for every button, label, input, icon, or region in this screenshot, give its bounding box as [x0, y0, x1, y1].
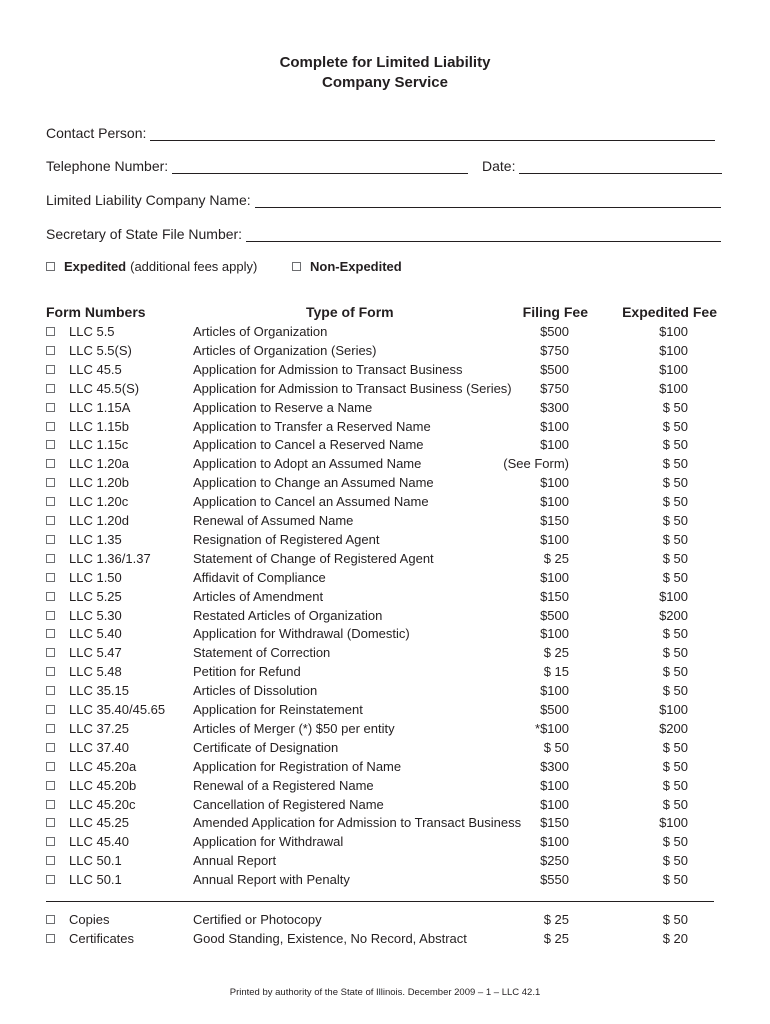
row-checkbox[interactable] [46, 384, 55, 393]
expedited-fee: $ 20 [662, 931, 688, 946]
form-number: LLC 35.15 [69, 683, 129, 699]
expedited-fee: $ 50 [662, 626, 688, 642]
form-number: LLC 1.15c [69, 437, 129, 453]
filing-fee: $100 [540, 475, 569, 491]
table-row [0, 719, 770, 738]
row-checkbox[interactable] [46, 365, 55, 374]
expedited-fee: $ 50 [662, 569, 688, 585]
form-type: Application to Change an Assumed Name [193, 475, 434, 491]
form-type: Restated Articles of Organization [193, 607, 383, 623]
row-checkbox[interactable] [46, 818, 55, 827]
table-row [0, 795, 770, 814]
expedited-fee: $100 [659, 815, 688, 831]
expedited-fee: $ 50 [662, 796, 688, 812]
table-row [0, 776, 770, 795]
filing-fee: $300 [540, 399, 569, 415]
expedited-fee: $ 50 [662, 758, 688, 774]
filing-fee: *$100 [535, 720, 569, 736]
table-row [0, 910, 770, 929]
row-checkbox[interactable] [46, 686, 55, 695]
expedited-fee: $ 50 [662, 853, 688, 869]
form-number: LLC 1.15b [69, 418, 129, 434]
filing-fee: $100 [540, 437, 569, 453]
filing-fee: $100 [540, 777, 569, 793]
form-type: Affidavit of Compliance [193, 569, 326, 585]
row-checkbox[interactable] [46, 915, 55, 924]
form-type: Application for Reinstatement [193, 702, 363, 717]
date-line[interactable] [519, 159, 722, 174]
form-number: LLC 37.40 [69, 739, 129, 755]
form-type: Application to Cancel an Assumed Name [193, 494, 429, 510]
contact-person-field[interactable] [46, 123, 715, 141]
filing-fee: $ 25 [543, 931, 569, 946]
form-number: LLC 45.20b [69, 777, 137, 793]
table-row [0, 549, 770, 568]
filing-fee: $500 [540, 361, 569, 377]
filing-fee: $100 [540, 531, 569, 547]
table-row [0, 606, 770, 625]
form-number: LLC 45.20c [69, 796, 136, 812]
table-row [0, 700, 770, 719]
row-checkbox[interactable] [46, 837, 55, 846]
table-row [0, 473, 770, 492]
expedited-fee: $ 50 [662, 418, 688, 434]
header-form-numbers: Form Numbers [46, 304, 146, 320]
table-row [0, 870, 770, 889]
row-checkbox[interactable] [46, 592, 55, 601]
expedited-fee: $ 50 [662, 834, 688, 850]
row-checkbox[interactable] [46, 497, 55, 506]
row-checkbox[interactable] [46, 403, 55, 412]
filing-fee: $ 50 [543, 739, 569, 755]
telephone-field[interactable] [46, 156, 468, 174]
table-row [0, 379, 770, 398]
table-row [0, 813, 770, 832]
filing-fee: $100 [540, 418, 569, 434]
expedited-fee: $ 50 [662, 437, 688, 453]
non-expedited-label: Non-Expedited [310, 259, 402, 274]
form-title-line-1: Complete for Limited Liability [279, 54, 491, 71]
row-checkbox[interactable] [46, 800, 55, 809]
form-type: Application to Adopt an Assumed Name [193, 456, 422, 472]
filing-fee: $500 [540, 702, 569, 717]
table-separator [46, 901, 714, 902]
form-type: Application for Admission to Transact Business [193, 361, 463, 377]
form-type: Articles of Organization (Series) [193, 342, 377, 358]
table-row [0, 322, 770, 341]
expedited-fee: $200 [659, 607, 688, 623]
table-row [0, 738, 770, 757]
filing-fee: $150 [540, 513, 569, 528]
expedited-fee: $ 50 [662, 739, 688, 755]
form-number: LLC 1.35 [69, 531, 122, 547]
form-number: LLC 5.30 [69, 607, 122, 623]
form-type: Application to Cancel a Reserved Name [193, 437, 424, 453]
row-checkbox[interactable] [46, 611, 55, 620]
table-row [0, 757, 770, 776]
expedited-fee: $100 [659, 380, 688, 396]
form-number: LLC 1.15A [69, 399, 131, 415]
filing-fee: $150 [540, 815, 569, 831]
form-number: LLC 45.20a [69, 758, 137, 774]
table-row [0, 624, 770, 643]
date-field[interactable] [482, 156, 722, 174]
llc-name-line[interactable] [255, 193, 721, 208]
filing-fee: $ 25 [543, 645, 569, 661]
row-checkbox[interactable] [46, 535, 55, 544]
expedited-fee: $200 [659, 720, 688, 736]
row-checkbox[interactable] [46, 705, 55, 714]
form-number: LLC 5.40 [69, 626, 122, 642]
filing-fee: (See Form) [503, 456, 569, 472]
expedited-fee: $100 [659, 361, 688, 377]
form-type: Articles of Merger (*) $50 per entity [193, 720, 395, 736]
filing-fee: $ 15 [543, 664, 569, 680]
row-checkbox[interactable] [46, 934, 55, 943]
form-type: Application to Reserve a Name [193, 399, 373, 415]
expedited-fee: $100 [659, 588, 688, 604]
expedited-fee: $ 50 [662, 683, 688, 699]
table-row [0, 530, 770, 549]
row-checkbox[interactable] [46, 346, 55, 355]
llc-name-label: Limited Liability Company Name: [46, 192, 251, 208]
table-row [0, 587, 770, 606]
telephone-line[interactable] [172, 159, 468, 174]
expedited-fee: $ 50 [662, 777, 688, 793]
non-expedited-option[interactable] [292, 259, 402, 274]
row-checkbox[interactable] [46, 573, 55, 582]
filing-fee: $750 [540, 380, 569, 396]
row-checkbox[interactable] [46, 667, 55, 676]
row-checkbox[interactable] [46, 781, 55, 790]
table-row [0, 568, 770, 587]
expedited-fee: $ 50 [662, 664, 688, 680]
file-number-label: Secretary of State File Number: [46, 226, 243, 242]
filing-fee: $ 25 [543, 550, 569, 566]
footer-note: Printed by authority of the State of Illinois. December 2009 – 1 – LLC 42.1 [229, 987, 541, 998]
form-type: Application for Withdrawal (Domestic) [193, 626, 410, 642]
expedited-label: Expedited [64, 259, 127, 274]
form-type: Articles of Dissolution [193, 683, 318, 699]
form-number: LLC 1.20d [69, 513, 129, 528]
expedited-fee: $ 50 [662, 456, 688, 472]
form-type: Application to Transfer a Reserved Name [193, 418, 431, 434]
table-row [0, 511, 770, 530]
form-type: Articles of Amendment [193, 588, 324, 604]
form-type: Certified or Photocopy [193, 912, 322, 927]
header-expedited-fee: Expedited Fee [622, 304, 717, 320]
form-number: LLC 35.40/45.65 [69, 702, 166, 717]
expedited-fee: $100 [659, 702, 688, 717]
table-row [0, 492, 770, 511]
expedited-fee: $100 [659, 342, 688, 358]
form-number: LLC 45.25 [69, 815, 129, 831]
row-checkbox[interactable] [46, 648, 55, 657]
form-type: Application for Registration of Name [193, 758, 402, 774]
form-number: LLC 1.36/1.37 [69, 550, 151, 566]
table-row [0, 341, 770, 360]
form-type: Cancellation of Registered Name [193, 796, 384, 812]
row-checkbox[interactable] [46, 875, 55, 884]
filing-fee: $550 [540, 872, 569, 888]
row-checkbox[interactable] [46, 478, 55, 487]
form-number: LLC 45.5(S) [69, 380, 140, 396]
filing-fee: $250 [540, 853, 569, 869]
form-title-line-2: Company Service [322, 74, 448, 91]
expedited-fee: $ 50 [662, 550, 688, 566]
form-number: LLC 1.50 [69, 569, 122, 585]
row-checkbox[interactable] [46, 554, 55, 563]
row-checkbox[interactable] [46, 516, 55, 525]
expedited-fee: $ 50 [662, 475, 688, 491]
telephone-label: Telephone Number: [46, 158, 169, 174]
form-type: Annual Report with Penalty [193, 872, 350, 888]
table-row [0, 832, 770, 851]
filing-fee: $500 [540, 607, 569, 623]
form-type: Application for Admission to Transact Business (Series) [193, 380, 512, 396]
contact-person-line[interactable] [150, 126, 715, 141]
row-checkbox[interactable] [46, 724, 55, 733]
row-checkbox[interactable] [46, 327, 55, 336]
filing-fee: $100 [540, 683, 569, 699]
row-checkbox[interactable] [46, 762, 55, 771]
table-row [0, 417, 770, 436]
table-row [0, 681, 770, 700]
form-number: LLC 5.5 [69, 324, 115, 339]
expedited-fee: $ 50 [662, 912, 688, 927]
table-row [0, 398, 770, 417]
filing-fee: $500 [540, 324, 569, 339]
filing-fee: $100 [540, 834, 569, 850]
file-number-field[interactable] [46, 224, 721, 242]
form-type: Amended Application for Admission to Transact Business [193, 815, 522, 831]
expedited-note: (additional fees apply) [130, 259, 258, 274]
expedited-fee: $100 [659, 324, 688, 339]
form-type: Statement of Correction [193, 645, 331, 661]
form-type: Certificate of Designation [193, 739, 339, 755]
form-type: Articles of Organization [193, 324, 328, 339]
form-number: LLC 1.20c [69, 494, 129, 510]
form-type: Statement of Change of Registered Agent [193, 550, 434, 566]
llc-name-field[interactable] [46, 190, 721, 208]
filing-fee: $750 [540, 342, 569, 358]
form-number: LLC 5.48 [69, 664, 122, 680]
filing-fee: $ 25 [543, 912, 569, 927]
form-number: LLC 50.1 [69, 853, 122, 869]
non-expedited-checkbox[interactable] [292, 262, 301, 271]
expedited-fee: $ 50 [662, 531, 688, 547]
row-checkbox[interactable] [46, 440, 55, 449]
table-row [0, 454, 770, 473]
contact-person-label: Contact Person: [46, 125, 147, 141]
form-number: LLC 50.1 [69, 872, 122, 888]
date-label: Date: [482, 158, 516, 174]
filing-fee: $300 [540, 758, 569, 774]
table-row [0, 851, 770, 870]
form-type: Renewal of Assumed Name [193, 513, 354, 528]
form-number: LLC 5.25 [69, 588, 122, 604]
form-type: Good Standing, Existence, No Record, Abstract [193, 931, 467, 946]
expedited-fee: $ 50 [662, 399, 688, 415]
row-checkbox[interactable] [46, 629, 55, 638]
row-checkbox[interactable] [46, 856, 55, 865]
file-number-line[interactable] [246, 227, 721, 242]
form-type: Application for Withdrawal [193, 834, 344, 850]
form-number: Copies [69, 912, 110, 927]
table-row [0, 662, 770, 681]
expedited-fee: $ 50 [662, 513, 688, 528]
table-row [0, 435, 770, 454]
form-type: Resignation of Registered Agent [193, 531, 380, 547]
form-type: Annual Report [193, 853, 277, 869]
form-number: LLC 5.47 [69, 645, 122, 661]
filing-fee: $150 [540, 588, 569, 604]
table-row [0, 929, 770, 948]
row-checkbox[interactable] [46, 422, 55, 431]
filing-fee: $100 [540, 494, 569, 510]
header-type-of-form: Type of Form [306, 304, 394, 320]
header-filing-fee: Filing Fee [522, 304, 588, 320]
form-number: LLC 45.5 [69, 361, 122, 377]
form-number: LLC 45.40 [69, 834, 129, 850]
table-row [0, 643, 770, 662]
expedited-checkbox[interactable] [46, 262, 55, 271]
form-number: LLC 1.20b [69, 475, 129, 491]
row-checkbox[interactable] [46, 459, 55, 468]
form-number: LLC 5.5(S) [69, 342, 132, 358]
expedited-option[interactable] [46, 259, 257, 274]
form-number: LLC 1.20a [69, 456, 129, 472]
form-number: LLC 37.25 [69, 720, 129, 736]
expedited-fee: $ 50 [662, 872, 688, 888]
expedited-fee: $ 50 [662, 645, 688, 661]
filing-fee: $100 [540, 796, 569, 812]
expedited-fee: $ 50 [662, 494, 688, 510]
filing-fee: $100 [540, 569, 569, 585]
filing-fee: $100 [540, 626, 569, 642]
table-row [0, 360, 770, 379]
form-type: Renewal of a Registered Name [193, 777, 374, 793]
row-checkbox[interactable] [46, 743, 55, 752]
form-number: Certificates [69, 931, 135, 946]
form-type: Petition for Refund [193, 664, 301, 680]
